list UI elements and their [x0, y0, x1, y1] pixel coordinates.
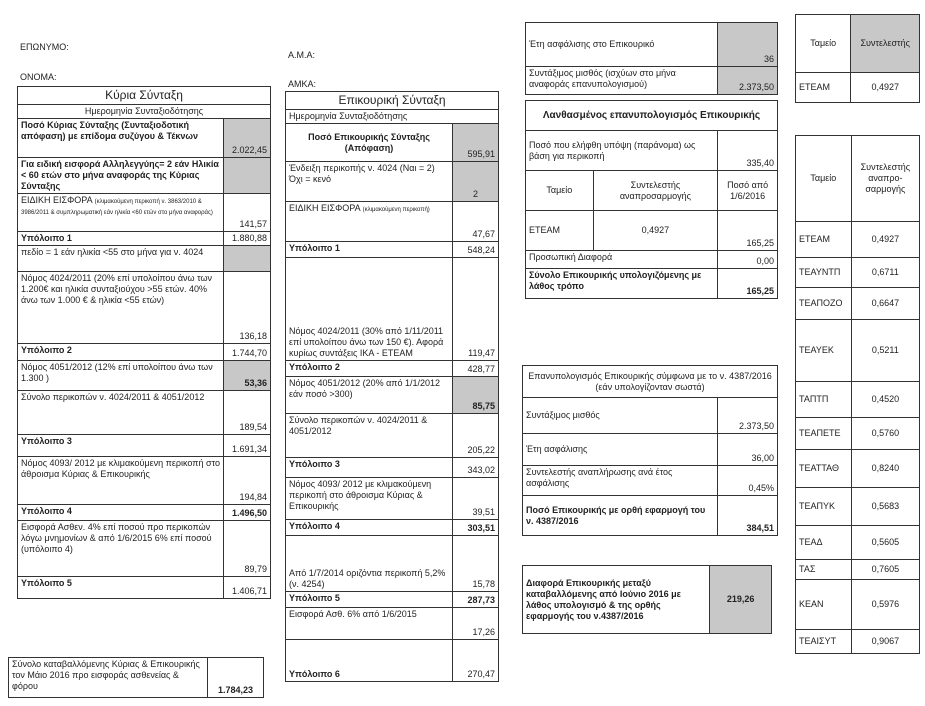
main-row-label: Υπόλοιπο 4 — [18, 505, 224, 521]
aux-row-value: 548,24 — [453, 242, 499, 258]
salary-value: 2.373,50 — [718, 67, 778, 95]
correct-calc-table — [522, 365, 778, 536]
correct-row-value: 36,00 — [718, 434, 778, 466]
correct-row-label: Έτη ασφάλισης — [523, 434, 718, 466]
correct-row-label: Συντάξιμος μισθός — [523, 398, 718, 434]
aux-row-value: 47,67 — [453, 202, 499, 242]
main-row-value: 194,84 — [224, 457, 271, 505]
fund-list-fund: ΤΕΑΙΣΥΤ — [796, 630, 852, 654]
main-row-value — [224, 158, 271, 194]
amka-label: ΑΜΚΑ: — [288, 79, 317, 89]
aux-row-value: 205,22 — [453, 414, 499, 458]
aux-row-value: 343,02 — [453, 458, 499, 478]
main-row-label: Νόμος 4024/2011 (20% επί υπολοίπου άνω των 1.200€ και ηλικία συνταξιούχου >55 ετών. 40% άνω των 1.000 € & ηλικία <55 ετών) — [18, 272, 224, 344]
correct-row-value: 0,45% — [718, 466, 778, 496]
wrong-base-value: 335,40 — [718, 131, 778, 171]
personal-diff-label: Προσωπική Διαφορά — [526, 251, 718, 269]
main-row-value: 1.744,70 — [224, 344, 271, 361]
main-row-value: 136,18 — [224, 272, 271, 344]
fund-list-coef: 0,6647 — [851, 288, 919, 320]
aux-row-label: Υπόλοιπο 3 — [286, 458, 453, 478]
aux-row-label: Νόμος 4024/2011 (30% από 1/11/2011 επί υπολοίπου άνω των 150 €). Αφορά κυρίως συντάξεις ΙΚΑ - ΕΤΕΑΜ — [286, 258, 453, 361]
main-row-label: Υπόλοιπο 5 — [18, 577, 224, 599]
years-salary-table — [525, 22, 778, 95]
aux-row-value: 287,73 — [453, 592, 499, 608]
aux-row-value: 2 — [453, 162, 499, 202]
main-pension-title: Κύρια Σύνταξη — [18, 87, 271, 105]
difference-table — [522, 565, 772, 634]
aux-row-value: 303,51 — [453, 520, 499, 536]
fund-list-coef: 0,5760 — [851, 418, 919, 450]
wrong-calc-table — [525, 100, 778, 299]
main-row-value: 1.496,50 — [224, 505, 271, 521]
aux-row-value: 17,26 — [453, 608, 499, 640]
wrong-fund: ΕΤΕΑΜ — [526, 211, 594, 251]
correct-row-label: Συντελεστής αναπλήρωσης ανά έτος ασφάλισης — [523, 466, 718, 496]
main-pension-table — [17, 86, 271, 599]
main-row-value: 189,54 — [224, 391, 271, 435]
fund-list-coef: 0,5211 — [851, 320, 919, 382]
main-row-value: 53,36 — [224, 361, 271, 391]
aux-row-label: Υπόλοιπο 6 — [286, 640, 453, 682]
aux-row-label: Νόμος 4051/2012 (20% από 1/1/2012 εάν ποσό >300) — [286, 377, 453, 414]
main-row-label: Νόμος 4051/2012 (12% επί υπολοίπου άνω των 1.300 ) — [18, 361, 224, 391]
fund-small-fund: ΕΤΕΑΜ — [796, 73, 851, 103]
aux-row-value: 119,47 — [453, 258, 499, 361]
fund-list-header-coef: Συντελεστής αναπρο-σαρμογής — [851, 136, 919, 222]
years-label: Έτη ασφάλισης στο Επικουρικό — [526, 23, 718, 67]
main-row-label: Ποσό Κύριας Σύνταξης (Συνταξιοδοτική απόφαση) με επίδομα συζύγου & Τέκνων — [18, 119, 224, 158]
fund-list-coef: 0,8240 — [851, 450, 919, 488]
main-row-label: Νόμος 4093/ 2012 με κλιμακούμενη περικοπή στο άθροισμα Κύριας & Επικουρικής — [18, 457, 224, 505]
fund-list-coef: 0,4520 — [851, 382, 919, 418]
aux-special-note: (κλιμακούμενη περικοπή) — [362, 207, 430, 213]
main-row-label — [18, 194, 224, 232]
correct-row-label: Ποσό Επικουρικής με ορθή εφαρμογή του ν. 4387/2016 — [523, 496, 718, 536]
salary-label: Συντάξιμος μισθός (ισχύων στο μήνα αναφοράς επανυπολογισμού) — [526, 67, 718, 95]
fund-list-fund: ΚΕΑΝ — [796, 580, 852, 630]
main-row-value: 2.022,45 — [224, 119, 271, 158]
surname-label: ΕΠΩΝΥΜΟ: — [20, 42, 69, 52]
main-row-label: Για ειδική εισφορά Αλληλεγγύης= 2 εάν Ηλικία < 60 ετών στο μήνα αναφοράς της Κύριας Σύνταξης — [18, 158, 224, 194]
fund-small-header-fund: Ταμείο — [796, 15, 851, 73]
aux-row-label: Υπόλοιπο 5 — [286, 592, 453, 608]
aux-pension-table — [285, 91, 499, 682]
main-row-label: Υπόλοιπο 3 — [18, 435, 224, 457]
fund-list-coef: 0,5605 — [851, 526, 919, 560]
fund-list-fund: ΕΤΕΑΜ — [796, 222, 852, 258]
fund-list-coef: 0,5683 — [851, 488, 919, 526]
main-pension-date: Ημερομηνία Συνταξιοδότησης — [18, 105, 271, 119]
aux-row-value: 85,75 — [453, 377, 499, 414]
fund-small-table — [795, 14, 920, 103]
fund-list-header-fund: Ταμείο — [796, 136, 852, 222]
aux-pension-title: Επικουρική Σύνταξη — [286, 92, 499, 110]
special-contribution-label: ΕΙΔΙΚΗ ΕΙΣΦΟΡΑ — [21, 195, 93, 205]
fund-list-coef: 0,9067 — [851, 630, 919, 654]
main-row-label: Εισφορά Ασθεν. 4% επί ποσού προ περικοπών λόγω μνημονίων & από 1/6/2015 6% επί ποσού (υπόλοιπο 4) — [18, 521, 224, 577]
aux-special-label: ΕΙΔΙΚΗ ΕΙΣΦΟΡΑ — [289, 203, 361, 213]
wrong-total-value: 165,25 — [718, 269, 778, 299]
aux-row-label: Από 1/7/2014 οριζόντια περικοπή 5,2% (ν. 4254) — [286, 536, 453, 592]
main-row-value — [224, 246, 271, 272]
aux-row-value: 39,51 — [453, 478, 499, 520]
main-row-label: Υπόλοιπο 1 — [18, 232, 224, 246]
fund-list-fund: ΤΑΣ — [796, 560, 852, 580]
total-paid-table — [8, 657, 264, 698]
aux-pension-date: Ημερομηνία Συνταξιοδότησης — [286, 110, 499, 124]
name-label: ΟΝΟΜΑ: — [20, 72, 57, 82]
main-row-value: 1.691,34 — [224, 435, 271, 457]
correct-row-value: 384,51 — [718, 496, 778, 536]
main-row-label: Υπόλοιπο 2 — [18, 344, 224, 361]
correct-row-value: 2.373,50 — [718, 398, 778, 434]
difference-label: Διαφορά Επικουρικής μεταξύ καταβαλλόμενης από Ιούνιο 2016 με λάθος υπολογισμό & της ορθής εφαρμογής του ν.4387/2016 — [523, 566, 710, 634]
fund-list-coef: 0,4927 — [851, 222, 919, 258]
special-contribution-note: (κλιμακούμενη περικοπή ν. 3863/2010 & 3986/2011 & συμπληρωματική εάν ηλικία <60 ετών στο μήνα αναφοράς) — [21, 199, 213, 216]
aux-row-label: Υπόλοιπο 1 — [286, 242, 453, 258]
wrong-calc-title: Λανθασμένος επανυπολογισμός Επικουρικής — [526, 101, 778, 131]
fund-list-coef: 0,7605 — [851, 560, 919, 580]
fund-list-table — [795, 135, 920, 654]
years-value: 36 — [718, 23, 778, 67]
fund-small-coef: 0,4927 — [851, 73, 920, 103]
aux-row-label — [286, 202, 453, 242]
aux-row-label: Σύνολο περικοπών ν. 4024/2011 & 4051/2012 — [286, 414, 453, 458]
main-row-value: 141,57 — [224, 194, 271, 232]
main-row-label: Σύνολο περικοπών ν. 4024/2011 & 4051/2012 — [18, 391, 224, 435]
aux-row-label: Υπόλοιπο 2 — [286, 361, 453, 377]
aux-row-value: 270,47 — [453, 640, 499, 682]
wrong-coef: 0,4927 — [593, 211, 718, 251]
ama-label: Α.Μ.Α: — [288, 50, 316, 60]
col-header-amount: Ποσό από 1/6/2016 — [718, 171, 778, 211]
fund-list-fund: ΤΕΑΥΕΚ — [796, 320, 852, 382]
main-row-value: 89,79 — [224, 521, 271, 577]
aux-row-value: 15,78 — [453, 536, 499, 592]
fund-list-fund: ΤΑΠΤΠ — [796, 382, 852, 418]
fund-list-coef: 0,6711 — [851, 258, 919, 288]
total-paid-label: Σύνολο καταβαλλόμενης Κύριας & Επικουρικής τον Μάιο 2016 προ εισφοράς ασθενείας & φόρου — [9, 658, 208, 698]
fund-small-header-coef: Συντελεστής — [851, 15, 920, 73]
col-header-fund: Ταμείο — [526, 171, 594, 211]
col-header-coef: Συντελεστής αναπροσαρμογής — [593, 171, 718, 211]
fund-list-fund: ΤΕΑΔ — [796, 526, 852, 560]
difference-value: 219,26 — [710, 566, 772, 634]
fund-list-coef: 0,5976 — [851, 580, 919, 630]
main-row-value: 1.406,71 — [224, 577, 271, 599]
aux-row-label: Ποσό Επικουρικής Σύνταξης (Απόφαση) — [286, 124, 453, 162]
fund-list-fund: ΤΕΑΤΤΑΘ — [796, 450, 852, 488]
fund-list-fund: ΤΕΑΠΕΤΕ — [796, 418, 852, 450]
personal-diff-value: 0,00 — [718, 251, 778, 269]
aux-row-label: Ένδειξη περικοπής ν. 4024 (Ναι = 2) Όχι = κενό — [286, 162, 453, 202]
correct-calc-title: Επανυπολογισμός Επικουρικής σύμφωνα με το ν. 4387/2016 (εάν υπολογίζονταν σωστά) — [523, 366, 778, 398]
wrong-total-label: Σύνολο Επικουρικής υπολογιζόμενης με λάθος τρόπο — [526, 269, 718, 299]
aux-row-value: 428,77 — [453, 361, 499, 377]
aux-row-value: 595,91 — [453, 124, 499, 162]
main-row-label: πεδίο = 1 εάν ηλικία <55 στο μήνα για ν. 4024 — [18, 246, 224, 272]
aux-row-label: Εισφορά Ασθ. 6% από 1/6/2015 — [286, 608, 453, 640]
aux-row-label: Νόμος 4093/ 2012 με κλιμακούμενη περικοπή στο άθροισμα Κύριας & Επικουρικής — [286, 478, 453, 520]
wrong-amount: 165,25 — [718, 211, 778, 251]
wrong-base-label: Ποσό που ελήφθη υπόψη (παράνομα) ως βάση για περικοπή — [526, 131, 718, 171]
aux-row-label: Υπόλοιπο 4 — [286, 520, 453, 536]
fund-list-fund: ΤΕΑΠΥΚ — [796, 488, 852, 526]
fund-list-fund: ΤΕΑΥΝΤΠ — [796, 258, 852, 288]
total-paid-value: 1.784,23 — [208, 658, 264, 698]
fund-list-fund: ΤΕΑΠΟΖΟ — [796, 288, 852, 320]
main-row-value: 1.880,88 — [224, 232, 271, 246]
